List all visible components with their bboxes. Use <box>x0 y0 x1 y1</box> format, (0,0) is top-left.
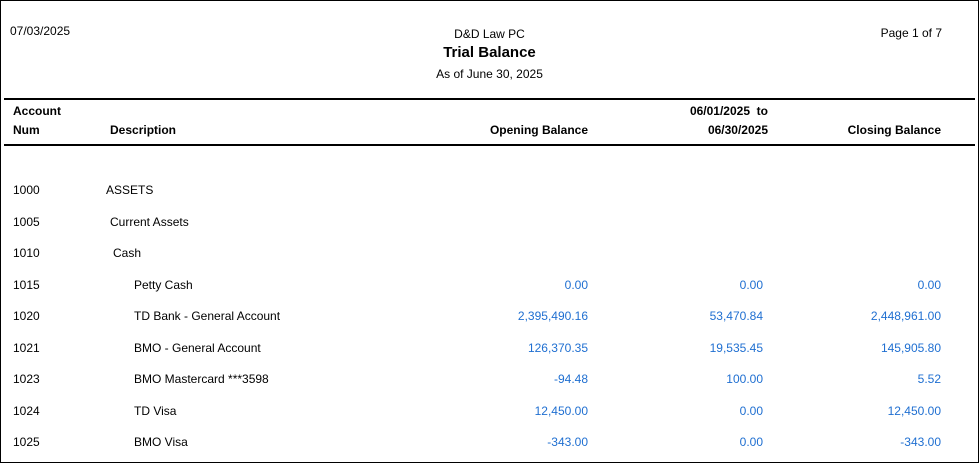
account-num: 1023 <box>13 372 40 386</box>
column-header-account-line1: Account <box>13 104 61 118</box>
closing-balance-link[interactable]: 12,450.00 <box>887 403 941 418</box>
report-date: 07/03/2025 <box>10 24 71 38</box>
column-header-period <box>690 102 768 140</box>
account-num: 1005 <box>13 214 40 229</box>
closing-balance-link[interactable]: 2,448,961.00 <box>870 309 941 323</box>
account-description: BMO Visa <box>134 435 188 449</box>
table-row <box>1 396 978 428</box>
period-activity-link[interactable]: 0.00 <box>739 435 763 449</box>
report-subtitle: As of June 30, 2025 <box>436 67 543 81</box>
table-row <box>1 364 978 396</box>
report-title: Trial Balance <box>443 44 536 61</box>
closing-balance-link[interactable]: 5.52 <box>917 372 941 386</box>
account-num: 1025 <box>13 435 40 449</box>
header-rule-top <box>4 98 975 100</box>
report-rows <box>1 175 978 459</box>
column-header-closing-balance: Closing Balance <box>847 123 941 137</box>
period-activity-link[interactable]: 0.00 <box>739 403 763 418</box>
account-description: Current Assets <box>110 214 189 229</box>
opening-balance-link[interactable]: 126,370.35 <box>527 340 588 355</box>
closing-balance-link[interactable]: 0.00 <box>917 277 941 292</box>
account-num: 1021 <box>13 340 40 355</box>
account-description: TD Visa <box>134 403 177 418</box>
opening-balance-link[interactable]: 0.00 <box>564 277 588 292</box>
account-num: 1020 <box>13 309 40 323</box>
column-header-account-line2: Num <box>13 123 40 137</box>
period-activity-link[interactable]: 100.00 <box>726 372 763 386</box>
column-header-description: Description <box>110 123 177 137</box>
column-header-account <box>13 102 61 140</box>
account-description: BMO - General Account <box>134 340 261 355</box>
account-description: TD Bank - General Account <box>134 309 281 323</box>
table-row <box>1 333 978 365</box>
table-row <box>1 238 978 270</box>
opening-balance-link[interactable]: 2,395,490.16 <box>517 309 588 323</box>
opening-balance-link[interactable]: 12,450.00 <box>534 403 588 418</box>
period-activity-link[interactable]: 53,470.84 <box>709 309 763 323</box>
period-activity-link[interactable]: 19,535.45 <box>709 340 763 355</box>
period-activity-link[interactable]: 0.00 <box>739 277 763 292</box>
account-description: BMO Mastercard ***3598 <box>134 372 269 386</box>
closing-balance-link[interactable]: 145,905.80 <box>880 340 941 355</box>
opening-balance-link[interactable]: -343.00 <box>547 435 588 449</box>
closing-balance-link[interactable]: -343.00 <box>900 435 941 449</box>
page-indicator: Page 1 of 7 <box>880 26 942 40</box>
table-row <box>1 270 978 302</box>
column-header-period-line2: 06/30/2025 <box>707 123 768 137</box>
account-num: 1000 <box>13 183 40 197</box>
table-row <box>1 301 978 333</box>
account-description: Cash <box>113 246 142 260</box>
column-header-period-line1: 06/01/2025 to <box>689 104 768 118</box>
account-description: Petty Cash <box>134 277 193 292</box>
account-num: 1015 <box>13 277 40 292</box>
account-num: 1010 <box>13 246 40 260</box>
account-num: 1024 <box>13 403 40 418</box>
table-row <box>1 427 978 459</box>
header-rule-bottom <box>4 144 975 146</box>
account-description: ASSETS <box>106 183 154 197</box>
table-row <box>1 207 978 239</box>
table-row <box>1 175 978 207</box>
column-header-opening-balance: Opening Balance <box>489 123 588 137</box>
opening-balance-link[interactable]: -94.48 <box>553 372 588 386</box>
company-name: D&D Law PC <box>454 27 525 41</box>
